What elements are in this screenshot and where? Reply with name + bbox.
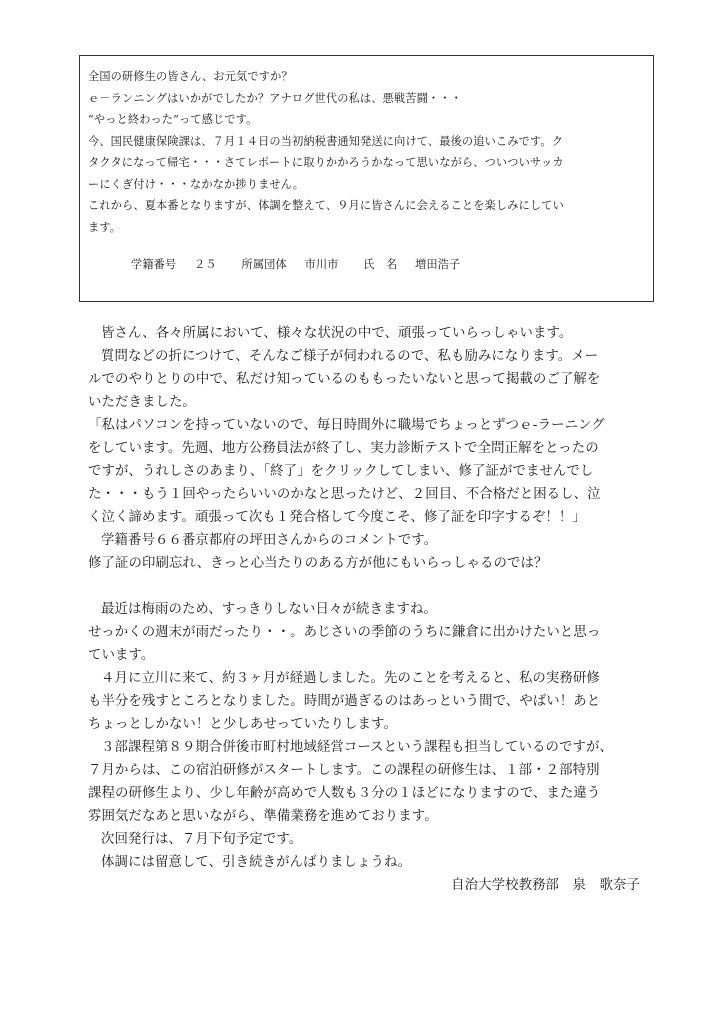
message-line: “やっと終わった”って感じです。 [88,113,258,126]
body-line: ７月からは、この宿泊研修がスタートします。この課程の研修生は、１部・２部特別 [88,763,600,778]
message-line: これから、夏本番となりますが、体調を整えて、９月に皆さんに会えることを楽しみにしてい [88,199,564,212]
body-line: 学籍番号６６番京都府の坪田さんからのコメントです。 [101,533,438,548]
body-line: く泣く諦めます。頑張って次も１発合格して今度こそ、修了証を印字するぞ！！」 [88,510,586,525]
body-line: 修了証の印刷忘れ、きっと心当たりのある方が他にもいらっしゃるのでは？ [88,556,548,571]
trainee-name: 増田浩子 [415,258,461,271]
student-number: ２５ [194,258,217,271]
message-line: ｅ－ランニングはいかがでしたか？アナログ世代の私は、悪戦苦闘・・・ [88,91,462,105]
body-line: ています。 [88,648,155,663]
message-line: ーにくぎ付け・・・なかなか捗りません。 [88,177,305,191]
body-line: 最近は梅雨のため、すっきりしない日々が続きますね。 [101,602,437,617]
author-signature: 自治大学校教務部 泉 歌奈子 [451,878,640,893]
body-line: いただきました。 [88,395,196,410]
paragraph-spacer [88,575,648,598]
body-line: た・・・もう１回やったらいいのかなと思ったけど、２回目、不合格だと困るし、泣 [88,487,601,502]
body-line: ４月に立川に来て、約３ヶ月が経過しました。先のことを考えると、私の実務研修 [101,671,600,686]
name-label: 氏 名 [363,258,398,271]
organization-label: 所属団体 [241,258,287,271]
message-line: タクタになって帰宅・・・さてレポートに取りかかろうかなって思いながら、ついついサッカ [88,156,564,169]
body-line: ちょっとしかない！と少しあせっていたりします。 [88,717,397,732]
trainee-message-box [79,55,654,302]
body-line: 課程の研修生より、少し年齢が高めで人数も３分の１ほどになりますので、また違う [88,786,601,801]
body-line: ですが、うれしさのあまり、「終了」をクリックしてしまい、修了証がでませんでし [88,464,594,479]
body-line: 次回発行は、７月下旬予定です。 [101,832,303,847]
message-line: 今、国民健康保険課は、７月１４日の当初納税書通知発送に向けて、最後の追いこみです。ク [88,134,564,148]
body-line: ルでのやりとりの中で、私だけ知っているのももったいないと思って掲載のご了解を [88,372,601,387]
body-line: 質問などの折につけて、そんなご様子が伺われるので、私も励みになります。メー [101,349,599,364]
body-line: 「私はパソコンを持っていないので、毎日時間外に職場でちょっとずつｅ-ラーニング [88,418,605,433]
message-signature [88,254,645,276]
body-line: も半分を残すところとなりました。時間が過ぎるのはあっという間で、やばい！あと [88,694,601,709]
body-line: 雰囲気だなあと思いながら、準備業務を進めております。 [88,809,438,824]
body-line: 体調には留意して、引き続きがんばりましょうね。 [101,855,412,870]
body-line: せっかくの週末が雨だったり・・。あじさいの季節のうちに鎌倉に出かけたいと思っ [88,625,601,640]
student-number-label: 学籍番号 [131,258,177,271]
body-line: をしています。先週、地方公務員法が終了し、実力診断テストで全問正解をとったの [88,441,599,456]
organization: 市川市 [304,258,339,271]
body-line: ３部課程第８９期合併後市町村地域経営コースという課程も担当しているのですが、 [101,740,613,755]
message-line: 全国の研修生の皆さん、お元気ですか？ [88,70,293,83]
newsletter-body [88,322,648,897]
message-line: ます。 [88,220,122,234]
body-line: 皆さん、各々所属において、様々な状況の中で、頑張っていらっしゃいます。 [101,326,573,341]
